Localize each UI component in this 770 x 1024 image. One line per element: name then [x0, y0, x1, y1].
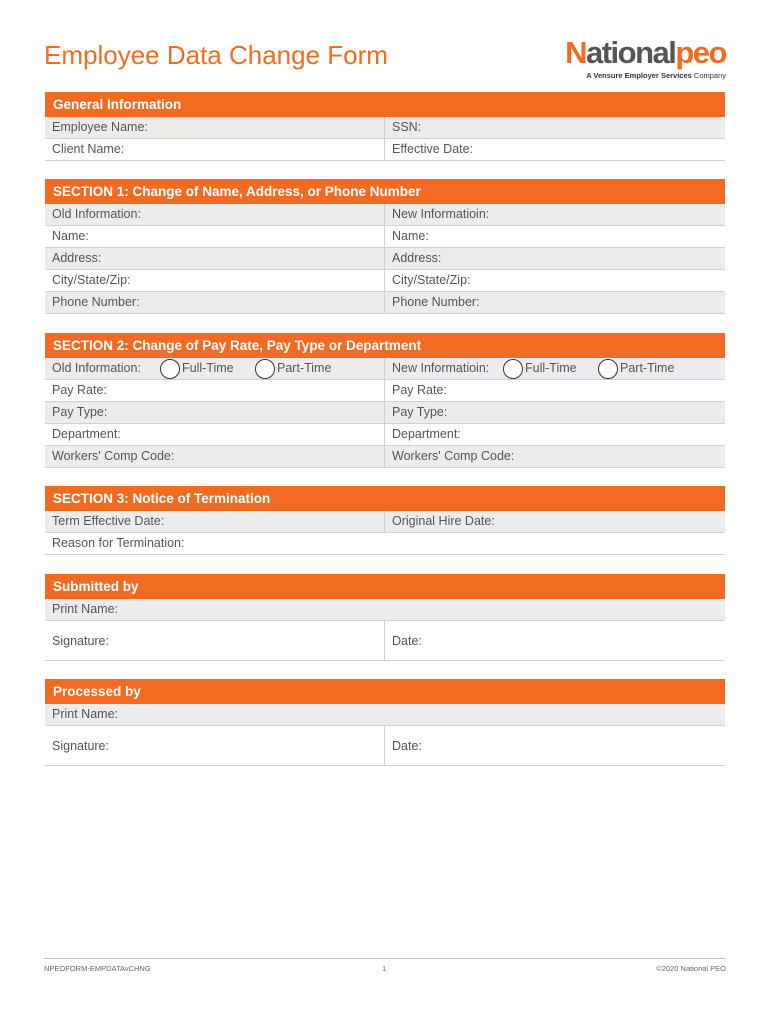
radio-circle-icon[interactable] [255, 359, 275, 379]
radio-circle-icon[interactable] [160, 359, 180, 379]
section-2 [45, 333, 725, 468]
section-3 [45, 486, 725, 555]
logo-tagline: A Vensure Employer Services Company [586, 71, 726, 80]
part-time-label: Part-Time [277, 361, 332, 375]
reason-for-termination-field[interactable]: Reason for Termination: [52, 536, 185, 550]
new-information-label: New Informatioin: [392, 361, 490, 375]
form-row [45, 292, 725, 314]
new-pay-rate-field[interactable]: Pay Rate: [392, 383, 447, 397]
section-heading: SECTION 1: Change of Name, Address, or Phone Number [45, 179, 725, 204]
radio-circle-icon[interactable] [598, 359, 618, 379]
original-hire-date-field[interactable]: Original Hire Date: [392, 514, 495, 528]
effective-date-field[interactable]: Effective Date: [392, 142, 474, 156]
form-row [45, 533, 725, 555]
new-information-label: New Informatioin: [392, 207, 490, 221]
new-pay-type-field[interactable]: Pay Type: [392, 405, 448, 419]
old-workers-comp-field[interactable]: Workers' Comp Code: [45, 446, 385, 467]
old-information-cell [45, 358, 385, 379]
section-heading: SECTION 3: Notice of Termination [45, 486, 725, 511]
form-row [45, 270, 725, 292]
new-name-field[interactable]: Name: [392, 229, 429, 243]
form-row [45, 226, 725, 248]
old-city-state-zip-field[interactable]: City/State/Zip: [45, 270, 385, 291]
new-address-field[interactable]: Address: [392, 251, 442, 265]
old-information-label: Old Information: [52, 361, 141, 375]
new-information-cell [385, 358, 725, 379]
copyright: ©2020 National PEO [656, 964, 726, 973]
new-phone-field[interactable]: Phone Number: [392, 295, 480, 309]
section-heading: General Information [45, 92, 725, 117]
section-heading: Submitted by [45, 574, 725, 599]
processed-date-field[interactable]: Date: [392, 739, 422, 753]
submitted-print-name-field[interactable]: Print Name: [52, 602, 118, 616]
form-row [45, 358, 725, 380]
old-pay-type-field[interactable]: Pay Type: [45, 402, 385, 423]
form-row [45, 380, 725, 402]
form-row [45, 139, 725, 161]
old-pay-rate-field[interactable]: Pay Rate: [45, 380, 385, 401]
page-number: 1 [382, 964, 387, 973]
form-row [45, 117, 725, 139]
client-name-field[interactable]: Client Name: [45, 139, 385, 160]
page-footer [44, 958, 726, 973]
old-phone-field[interactable]: Phone Number: [45, 292, 385, 313]
old-department-field[interactable]: Department: [45, 424, 385, 445]
form-row [45, 599, 725, 621]
form-row [45, 248, 725, 270]
submitted-signature-field[interactable]: Signature: [45, 621, 385, 660]
full-time-label: Full-Time [182, 361, 234, 375]
old-name-field[interactable]: Name: [45, 226, 385, 247]
radio-circle-icon[interactable] [503, 359, 523, 379]
form-row [45, 446, 725, 468]
processed-signature-field[interactable]: Signature: [45, 726, 385, 765]
form-row [45, 726, 725, 766]
form-row [45, 704, 725, 726]
form-row [45, 511, 725, 533]
submitted-date-field[interactable]: Date: [392, 634, 422, 648]
form-title: Employee Data Change Form [44, 40, 388, 70]
term-effective-date-field[interactable]: Term Effective Date: [45, 511, 385, 532]
part-time-label: Part-Time [620, 361, 675, 375]
new-department-field[interactable]: Department: [392, 427, 461, 441]
new-part-time-option[interactable] [598, 358, 674, 379]
new-full-time-option[interactable] [503, 358, 577, 379]
full-time-label: Full-Time [525, 361, 577, 375]
general-information-section [45, 92, 725, 161]
section-1 [45, 179, 725, 314]
section-heading: Processed by [45, 679, 725, 704]
old-address-field[interactable]: Address: [45, 248, 385, 269]
form-row [45, 402, 725, 424]
form-code: NPEOFORM-EMPDATAvCHNG [44, 964, 151, 973]
old-full-time-option[interactable] [160, 358, 234, 379]
form-row [45, 621, 725, 661]
logo-wordmark: Nationalpeo [565, 35, 726, 70]
ssn-field[interactable]: SSN: [392, 120, 422, 134]
nationalpeo-logo [565, 37, 726, 80]
form-row [45, 424, 725, 446]
new-workers-comp-field[interactable]: Workers' Comp Code: [392, 449, 515, 463]
section-heading: SECTION 2: Change of Pay Rate, Pay Type or Department [45, 333, 725, 358]
old-part-time-option[interactable] [255, 358, 331, 379]
employee-name-field[interactable]: Employee Name: [45, 117, 385, 138]
processed-by-section [45, 679, 725, 766]
form-row [45, 204, 725, 226]
processed-print-name-field[interactable]: Print Name: [52, 707, 118, 721]
old-information-label: Old Information: [45, 204, 385, 225]
new-city-state-zip-field[interactable]: City/State/Zip: [392, 273, 471, 287]
submitted-by-section [45, 574, 725, 661]
